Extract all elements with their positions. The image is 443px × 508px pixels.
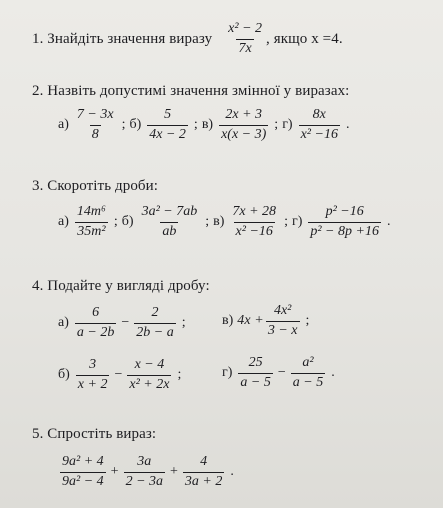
- task-3-title: 3. Скоротіть дроби:: [32, 178, 159, 194]
- item-label: в): [222, 313, 234, 329]
- fraction-denominator: a − 5: [292, 374, 324, 390]
- fraction-denominator: 9a² − 4: [62, 473, 104, 489]
- task-2-title: 2. Назвіть допустимі значення змінної у виразах:: [32, 83, 350, 99]
- task-5-expression: [58, 455, 238, 489]
- fraction-numerator: 6: [92, 305, 100, 320]
- item-fraction: [230, 205, 278, 239]
- fraction-numerator: 2: [151, 305, 159, 320]
- separator: .: [331, 365, 335, 381]
- fraction-denominator: 3 − x: [267, 322, 298, 338]
- separator: ;: [113, 214, 118, 230]
- fraction-numerator: 7 − 3x: [76, 107, 114, 122]
- fraction-numerator: 5: [164, 107, 172, 122]
- task-3-items: [58, 205, 394, 239]
- item-label: б): [129, 117, 142, 133]
- item-fraction: [291, 356, 325, 390]
- separator: ;: [193, 117, 198, 133]
- item-fraction: [238, 356, 272, 390]
- item-fraction: [140, 205, 200, 239]
- fraction-numerator: 25: [248, 355, 263, 370]
- item-fraction: [183, 455, 224, 489]
- operator: −: [114, 367, 123, 383]
- task-4-item-g: [222, 356, 339, 390]
- operator: −: [121, 315, 130, 331]
- separator: ;: [284, 214, 288, 230]
- item-label: г): [282, 117, 293, 133]
- item-fraction: [76, 358, 110, 392]
- item-fraction: [299, 108, 340, 142]
- fraction-denominator: 3a + 2: [184, 473, 223, 489]
- fraction-numerator: 7x + 28: [232, 204, 277, 219]
- separator: ;: [305, 313, 310, 329]
- item-fraction: [60, 455, 106, 489]
- fraction-numerator: x − 4: [134, 357, 165, 372]
- task-4-title: 4. Подайте у вигляді дробу:: [32, 278, 210, 294]
- separator: .: [230, 464, 234, 480]
- item-label: а): [58, 214, 69, 230]
- task-1: [32, 22, 343, 56]
- separator: ;: [121, 117, 126, 133]
- fraction-denominator: 2 − 3a: [125, 473, 164, 489]
- item-fraction: [75, 306, 116, 340]
- item-label: в): [213, 214, 225, 230]
- item-fraction: [75, 108, 116, 142]
- separator: .: [386, 214, 391, 230]
- item-fraction: [124, 455, 165, 489]
- item-label: б): [58, 367, 70, 383]
- task-4: [32, 278, 210, 295]
- operator: −: [277, 365, 286, 381]
- fraction-numerator: 4x²: [273, 303, 292, 318]
- fraction-numerator: 3: [89, 357, 97, 372]
- separator: ;: [205, 214, 210, 230]
- fraction-denominator: 35m²: [77, 223, 106, 239]
- fraction-numerator: 9a² + 4: [62, 454, 104, 469]
- fraction-numerator: a²: [302, 355, 314, 370]
- fraction-numerator: p² −16: [325, 204, 364, 219]
- fraction-denominator: x² + 2x: [129, 376, 170, 392]
- lead-term: 4x +: [237, 313, 264, 329]
- task-5-title: 5. Спростіть вираз:: [32, 426, 157, 442]
- task-1-title: 1. Знайдіть значення виразу: [32, 30, 213, 47]
- item-label: а): [58, 117, 69, 133]
- fraction-denominator: x(x − 3): [221, 126, 267, 142]
- task-2: [32, 83, 349, 100]
- fraction-denominator: p² − 8p +16: [310, 223, 379, 239]
- item-label: г): [291, 214, 303, 230]
- fraction-denominator: x + 2: [77, 376, 108, 392]
- task-4-item-b: [58, 358, 185, 392]
- item-fraction: [147, 108, 188, 142]
- operator: +: [170, 464, 178, 480]
- task-4-item-v: [222, 304, 313, 338]
- task-1-fraction: [226, 22, 264, 56]
- fraction-denominator: ab: [162, 223, 177, 239]
- task-1-condition: , якщо x =4.: [266, 30, 343, 47]
- fraction-numerator: 2x + 3: [225, 107, 263, 122]
- task-3: [32, 178, 158, 195]
- item-fraction: [308, 205, 381, 239]
- task-5: [32, 426, 156, 443]
- item-fraction: [134, 306, 175, 340]
- fraction-denominator: 7x: [238, 40, 252, 56]
- separator: .: [345, 117, 350, 133]
- item-label: г): [222, 365, 233, 381]
- item-fraction: [75, 205, 108, 239]
- separator: ;: [274, 117, 279, 133]
- fraction-numerator: 3a² − 7ab: [141, 204, 198, 219]
- item-label: в): [201, 117, 214, 133]
- task-2-items: [58, 108, 353, 142]
- fraction-denominator: 4x − 2: [149, 126, 186, 142]
- fraction-denominator: x² −16: [300, 126, 338, 142]
- fraction-numerator: 4: [200, 454, 208, 469]
- item-label: а): [58, 315, 69, 331]
- item-fraction: [127, 358, 171, 392]
- fraction-denominator: a − 2b: [76, 324, 115, 340]
- fraction-denominator: x² −16: [235, 223, 273, 239]
- separator: ;: [177, 367, 182, 383]
- fraction-numerator: 14m⁶: [76, 204, 106, 219]
- fraction-numerator: 8x: [312, 107, 326, 122]
- fraction-numerator: 3a: [137, 454, 152, 469]
- fraction-numerator: x² − 2: [228, 21, 263, 36]
- item-label: б): [121, 214, 134, 230]
- separator: ;: [181, 315, 186, 331]
- operator: +: [110, 464, 119, 480]
- item-fraction: [219, 108, 268, 142]
- fraction-denominator: a − 5: [240, 374, 271, 390]
- item-fraction: [266, 304, 300, 338]
- fraction-denominator: 2b − a: [136, 324, 174, 340]
- task-4-item-a: [58, 306, 190, 340]
- fraction-denominator: 8: [91, 126, 99, 142]
